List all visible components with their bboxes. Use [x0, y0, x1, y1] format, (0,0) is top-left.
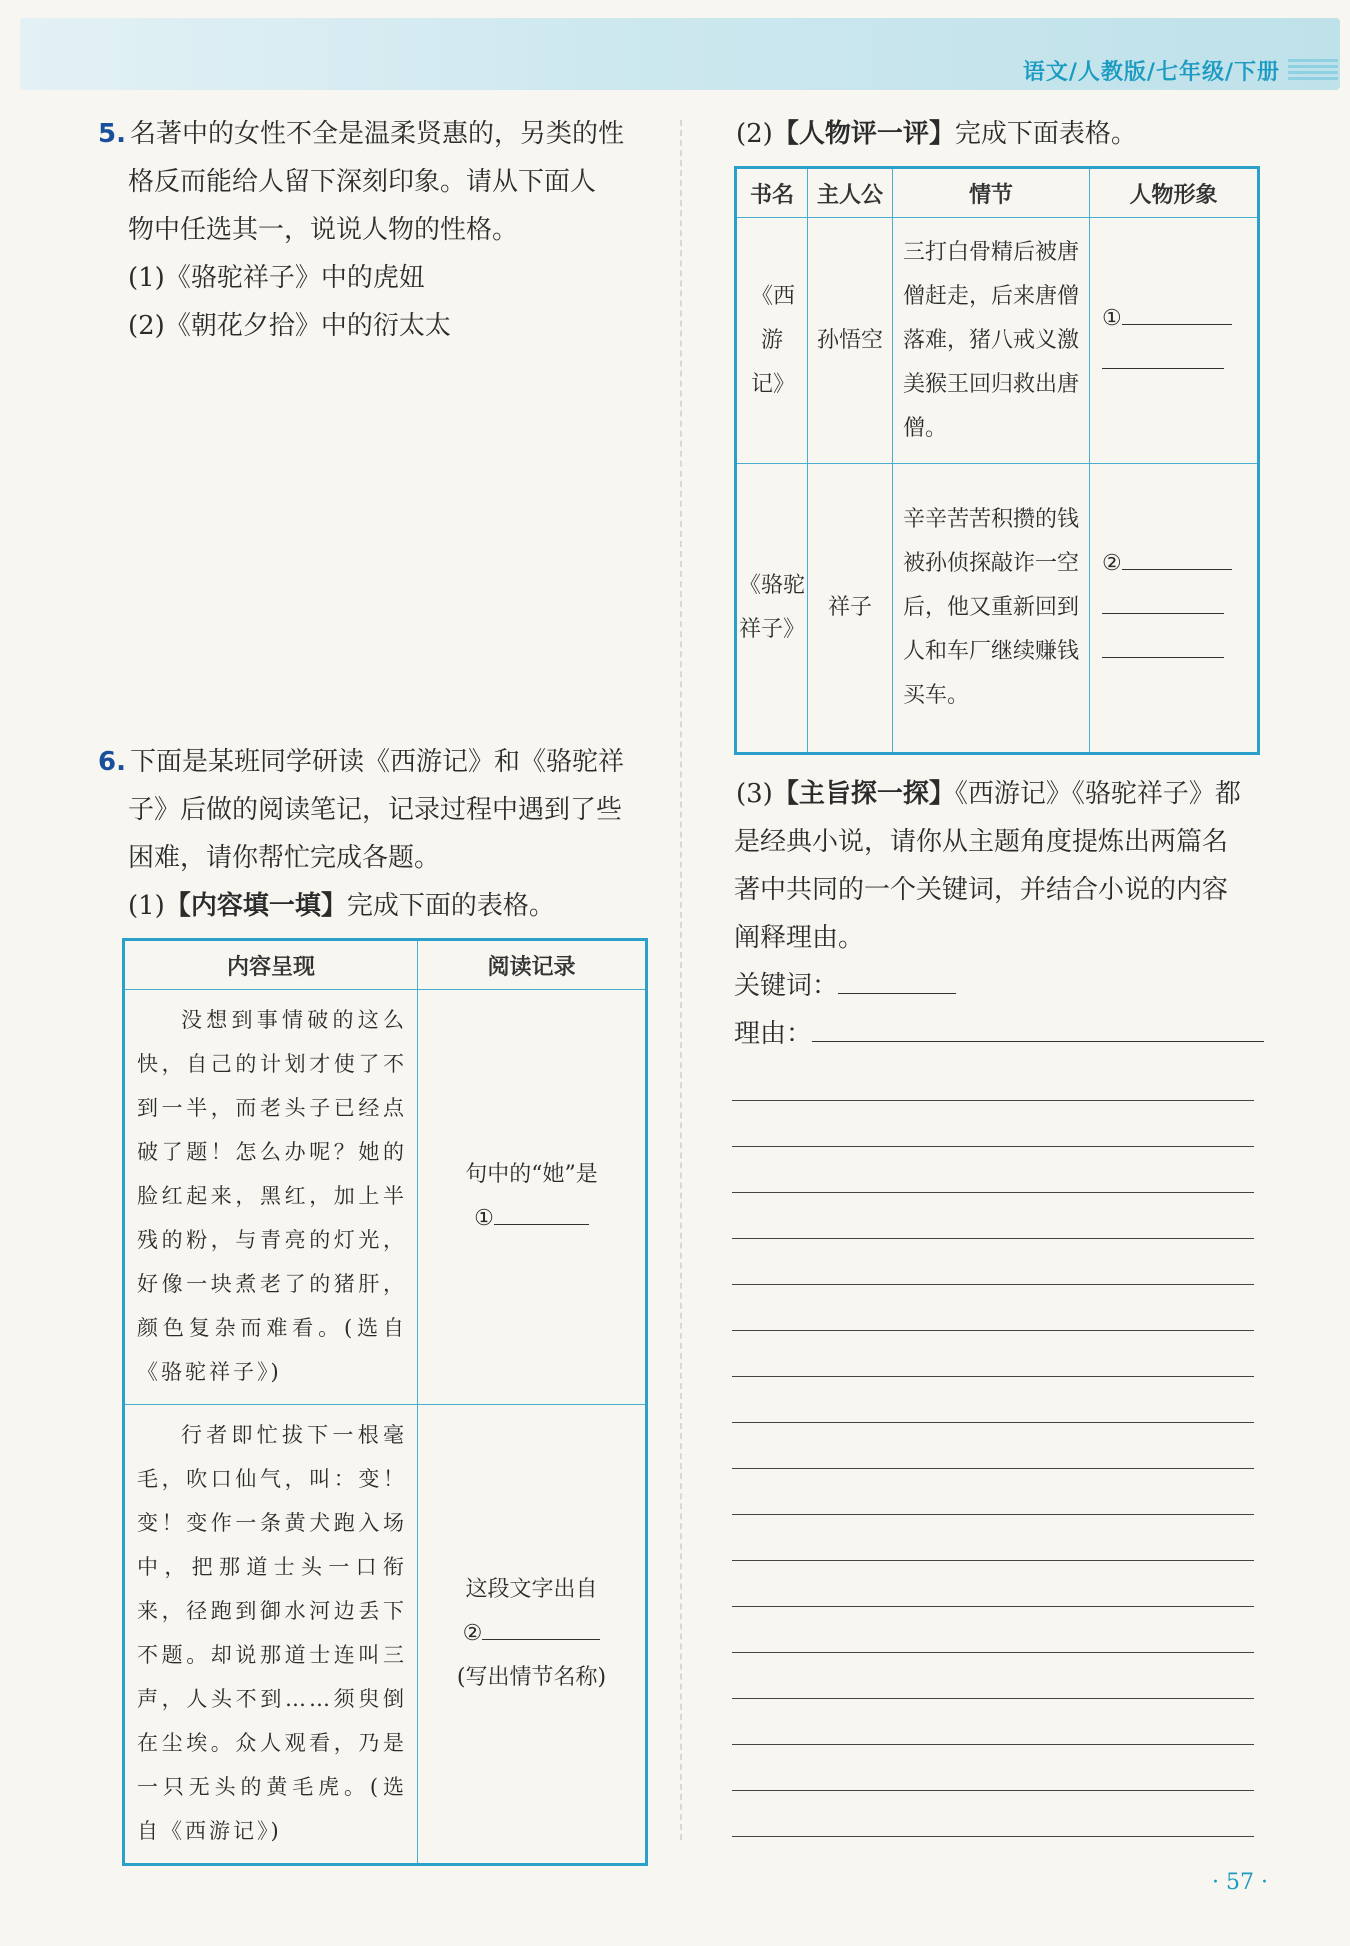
- keyword-label: 关键词：: [734, 971, 839, 1001]
- answer-line[interactable]: [732, 1514, 1254, 1515]
- answer-line[interactable]: [732, 1836, 1254, 1837]
- header-decoration: [1288, 58, 1338, 80]
- content-table-row-2-record: 这段文字出自 ② (写出情节名称): [418, 1405, 647, 1865]
- answer-line[interactable]: [732, 1238, 1254, 1239]
- character-table: [734, 166, 1260, 755]
- answer-line[interactable]: [732, 1560, 1254, 1561]
- answer-line[interactable]: [732, 1330, 1254, 1331]
- q6-line-2: 子》后做的阅读笔记，记录过程中遇到了些: [128, 795, 623, 825]
- q6-part3-line-3: 著中共同的一个关键词，并结合小说的内容: [734, 875, 1229, 905]
- column-divider: [680, 120, 682, 1840]
- q6-part2-title: (2)【人物评一评】完成下面表格。: [736, 119, 1137, 149]
- q6-part3-line-4: 阐释理由。: [734, 923, 865, 953]
- character-table-header-image: 人物形象: [1090, 168, 1259, 218]
- answer-line[interactable]: [732, 1606, 1254, 1607]
- answer-line[interactable]: [732, 1100, 1254, 1101]
- answer-line[interactable]: [732, 1790, 1254, 1791]
- q6-line-3: 困难，请你帮忙完成各题。: [128, 843, 441, 873]
- q5-number: 5.: [98, 119, 126, 149]
- keyword-row[interactable]: [734, 962, 956, 1010]
- q5-option-2: (2)《朝花夕拾》中的衍太太: [128, 311, 451, 341]
- q6-number: 6.: [98, 747, 126, 777]
- answer-line[interactable]: [732, 1468, 1254, 1469]
- page-number: · 57 ·: [1212, 1870, 1268, 1895]
- q5-line-1: 5. 名著中的女性不全是温柔贤惠的，另类的性: [98, 119, 624, 149]
- character-table-row-2-image[interactable]: ②: [1090, 464, 1259, 754]
- character-table-row-2-hero: 祥子: [808, 464, 893, 754]
- answer-line[interactable]: [732, 1744, 1254, 1745]
- q5-line-2: 格反而能给人留下深刻印象。请从下面人: [128, 167, 597, 197]
- answer-line[interactable]: [732, 1192, 1254, 1193]
- character-table-row-1-image[interactable]: ①: [1090, 218, 1259, 464]
- character-table-header-hero: 主人公: [808, 168, 893, 218]
- header-label: 语文/人教版/七年级/下册: [1022, 60, 1280, 85]
- answer-line[interactable]: [732, 1284, 1254, 1285]
- reason-label: 理由：: [734, 1019, 813, 1049]
- character-table-row-1-plot: 三打白骨精后被唐僧赶走，后来唐僧落难，猪八戒义激美猴王回归救出唐僧。: [893, 218, 1090, 464]
- character-table-row-2-book: 《骆驼祥子》: [736, 464, 808, 754]
- q5-option-1: (1)《骆驼祥子》中的虎妞: [128, 263, 425, 293]
- character-table-header-plot: 情节: [893, 168, 1090, 218]
- content-table: [122, 938, 648, 1866]
- q6-part1-title: (1)【内容填一填】完成下面的表格。: [128, 891, 555, 921]
- character-table-row-1-hero: 孙悟空: [808, 218, 893, 464]
- answer-line[interactable]: [732, 1422, 1254, 1423]
- reason-row[interactable]: [734, 1010, 1264, 1058]
- content-table-header-content: 内容呈现: [124, 940, 418, 990]
- answer-blank-2[interactable]: ②: [418, 1612, 645, 1656]
- content-table-header-record: 阅读记录: [418, 940, 647, 990]
- character-table-header-book: 书名: [736, 168, 808, 218]
- answer-line[interactable]: [732, 1698, 1254, 1699]
- answer-line[interactable]: [732, 1146, 1254, 1147]
- content-table-row-2-content: 行者即忙拔下一根毫毛，吹口仙气，叫：变！变！变作一条黄犬跑入场中，把那道士头一口衔来，径跑到御水河边丢下不题。却说那道士连叫三声，人头不到……须臾倒在尘埃。众人观看，乃是一只无头的黄毛虎。(选自《西游记》): [124, 1405, 418, 1865]
- character-table-row-1-book: 《西游记》: [736, 218, 808, 464]
- answer-blank-1[interactable]: ①: [418, 1197, 645, 1241]
- q6-part3-line-2: 是经典小说，请你从主题角度提炼出两篇名: [734, 827, 1229, 857]
- answer-line[interactable]: [732, 1652, 1254, 1653]
- q6-part3-line-1: (3)【主旨探一探】《西游记》《骆驼祥子》都: [736, 779, 1241, 809]
- answer-line[interactable]: [732, 1376, 1254, 1377]
- content-table-row-1-record: 句中的“她”是 ①: [418, 990, 647, 1405]
- character-table-row-2-plot: 辛辛苦苦积攒的钱被孙侦探敲诈一空后，他又重新回到人和车厂继续赚钱买车。: [893, 464, 1090, 754]
- q5-line-3: 物中任选其一，说说人物的性格。: [128, 215, 519, 245]
- content-table-row-1-content: 没想到事情破的这么快，自己的计划才使了不到一半，而老头子已经点破了题！怎么办呢？她的脸红起来，黑红，加上半残的粉，与青亮的灯光，好像一块煮老了的猪肝，颜色复杂而难看。(选自《骆驼祥子》): [124, 990, 418, 1405]
- q6-line-1: 6. 下面是某班同学研读《西游记》和《骆驼祥: [98, 747, 624, 777]
